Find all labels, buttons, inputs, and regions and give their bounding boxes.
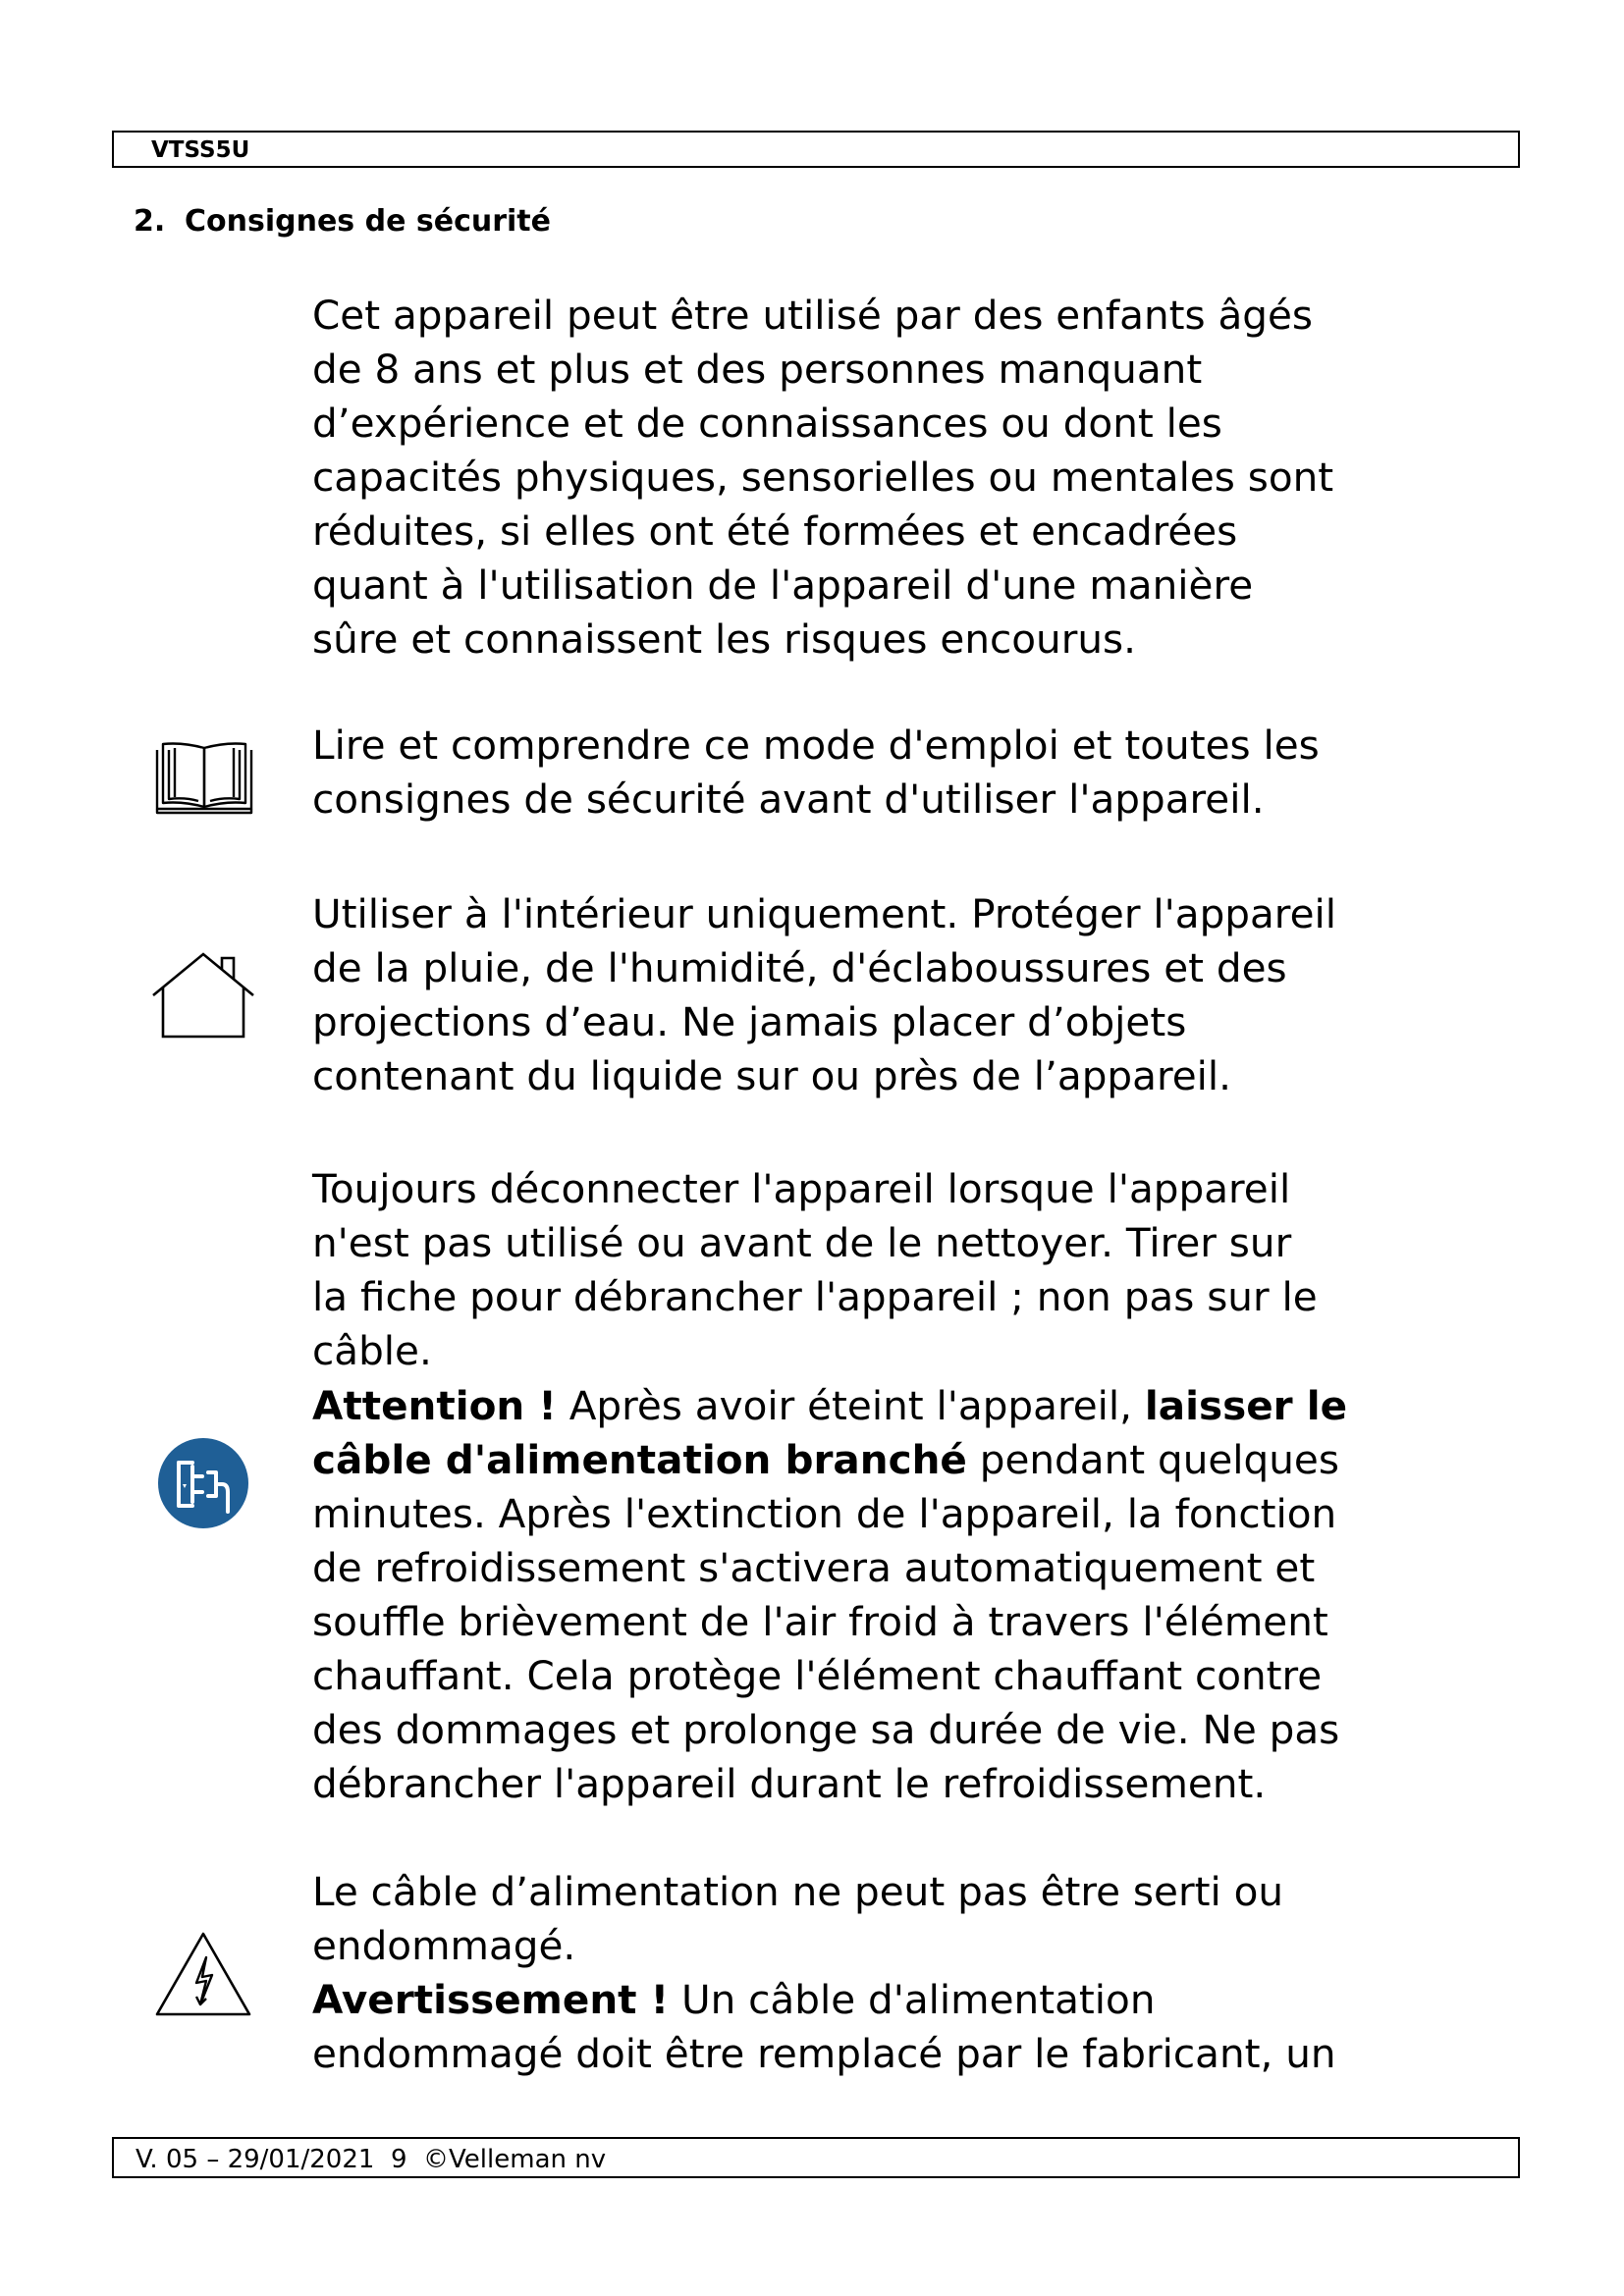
text-line: Utiliser à l'intérieur uniquement. Protéger l'appareil: [312, 890, 1336, 937]
footer-version-text: V. 05 – 29/01/2021 9 ©Velleman nv: [135, 2145, 607, 2174]
paragraph-attention: [312, 1379, 1461, 1811]
text-line: minutes. Après l'extinction de l'appareil, la fonction: [312, 1490, 1337, 1537]
text-line: Le câble d’alimentation ne peut pas être serti ou: [312, 1868, 1284, 1915]
text-line: Cet appareil peut être utilisé par des enfants âgés: [312, 292, 1314, 339]
paragraph-power-cable: [312, 1865, 1461, 1973]
text-line: sûre et connaissent les risques encourus.: [312, 615, 1136, 663]
text-line: de refroidissement s'activera automatiquement et: [312, 1544, 1316, 1591]
paragraph-warning: [312, 1973, 1461, 2081]
text-line: quant à l'utilisation de l'appareil d'une manière: [312, 561, 1254, 609]
bold-attention-label: Attention !: [312, 1382, 557, 1429]
text-line: [312, 1433, 1461, 1487]
text-span: Après avoir éteint l'appareil,: [556, 1382, 1145, 1429]
paragraph-children-use: [312, 289, 1461, 667]
electrical-hazard-icon: [153, 1930, 253, 2018]
page-header: [112, 131, 1520, 168]
bold-text-span: câble d'alimentation branché: [312, 1436, 967, 1483]
text-line: de 8 ans et plus et des personnes manquant: [312, 346, 1203, 393]
text-line: contenant du liquide sur ou près de l’appareil.: [312, 1052, 1232, 1099]
text-line: endommagé.: [312, 1922, 576, 1969]
text-line: [312, 1379, 1461, 1433]
section-title: [134, 202, 551, 241]
paragraph-read-manual: [312, 719, 1461, 827]
text-line: d’expérience et de connaissances ou dont les: [312, 400, 1222, 447]
read-manual-icon: [153, 736, 255, 815]
bold-warning-label: Avertissement !: [312, 1976, 670, 2023]
paragraph-disconnect: [312, 1162, 1461, 1378]
page-footer: [112, 2137, 1520, 2178]
text-line: Lire et comprendre ce mode d'emploi et toutes les: [312, 721, 1320, 769]
disconnect-plug-icon: [157, 1437, 249, 1529]
text-span: Un câble d'alimentation: [669, 1976, 1156, 2023]
section-number: 2.: [134, 204, 166, 239]
text-line: souffle brièvement de l'air froid à travers l'élément: [312, 1598, 1328, 1645]
text-line: projections d’eau. Ne jamais placer d’objets: [312, 998, 1187, 1045]
text-line: Toujours déconnecter l'appareil lorsque l'appareil: [312, 1165, 1291, 1212]
text-line: endommagé doit être remplacé par le fabricant, un: [312, 2030, 1336, 2077]
text-line: câble.: [312, 1327, 432, 1374]
text-line: des dommages et prolonge sa durée de vie. Ne pas: [312, 1706, 1340, 1753]
text-line: capacités physiques, sensorielles ou mentales sont: [312, 454, 1334, 501]
text-line: chauffant. Cela protège l'élément chauffant contre: [312, 1652, 1323, 1699]
text-line: la fiche pour débrancher l'appareil ; non pas sur le: [312, 1273, 1318, 1320]
text-line: [312, 1973, 1461, 2027]
text-span: pendant quelques: [966, 1436, 1339, 1483]
text-line: consignes de sécurité avant d'utiliser l'appareil.: [312, 775, 1265, 823]
text-line: de la pluie, de l'humidité, d'éclaboussures et des: [312, 944, 1287, 991]
text-line: n'est pas utilisé ou avant de le nettoyer. Tirer sur: [312, 1219, 1292, 1266]
section-title-text: Consignes de sécurité: [185, 204, 551, 239]
paragraph-indoor-use: [312, 887, 1461, 1103]
bold-text-span: laisser le: [1144, 1382, 1348, 1429]
indoor-use-icon: [149, 950, 257, 1041]
text-line: réduites, si elles ont été formées et encadrées: [312, 507, 1238, 555]
product-code: VTSS5U: [151, 137, 250, 163]
text-line: débrancher l'appareil durant le refroidissement.: [312, 1760, 1267, 1807]
